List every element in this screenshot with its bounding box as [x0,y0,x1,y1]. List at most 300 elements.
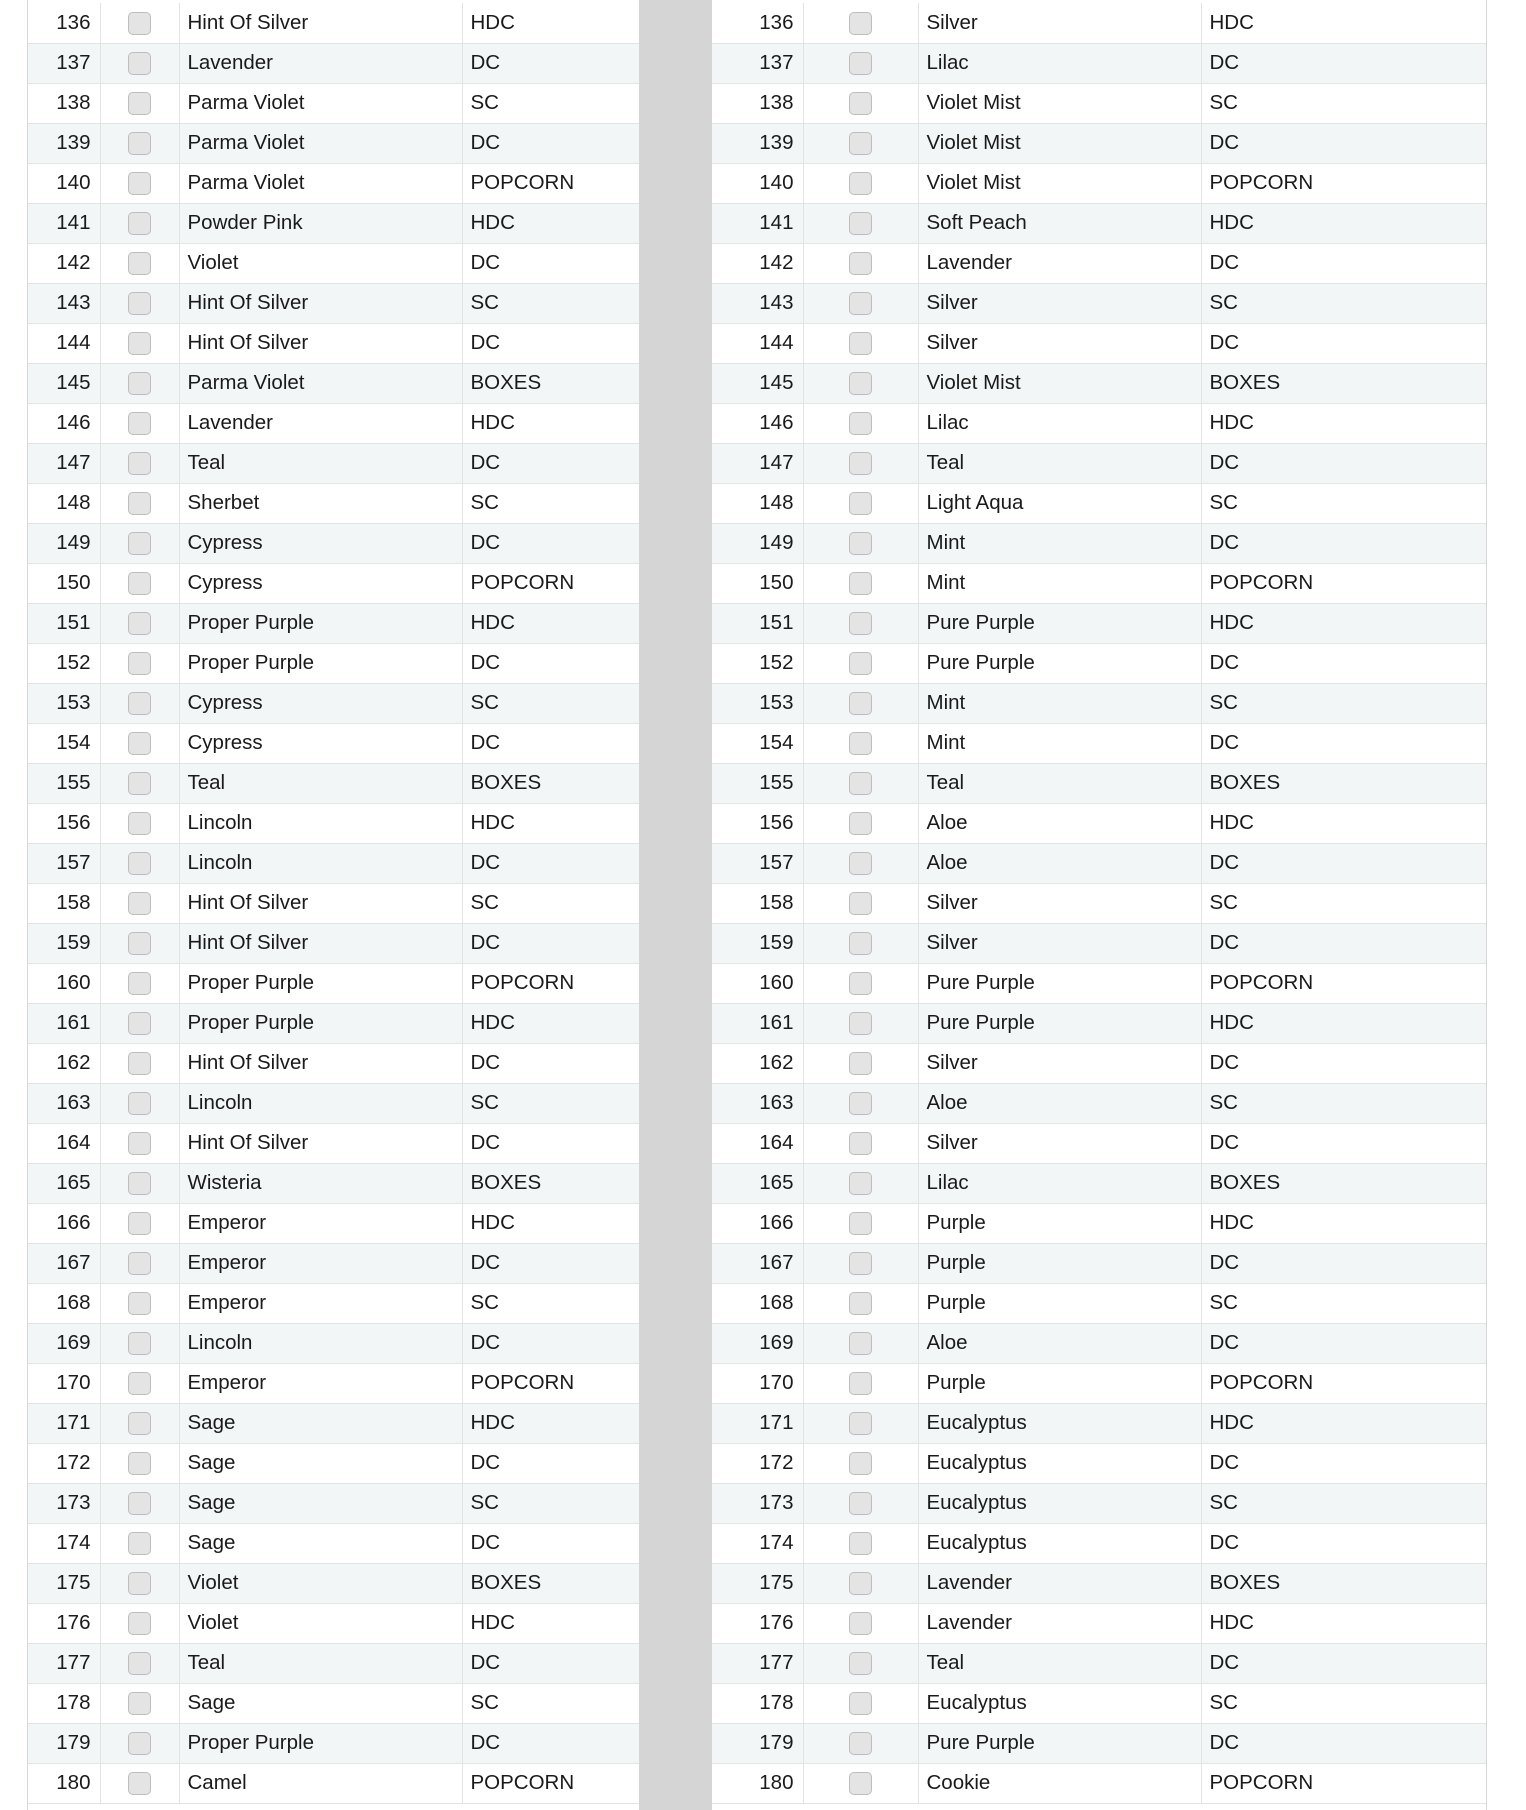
row-checkbox[interactable] [128,892,151,915]
row-checkbox[interactable] [849,492,872,515]
row-checkbox[interactable] [128,1052,151,1075]
row-checkbox[interactable] [849,532,872,555]
stitch-type-cell[interactable]: SC [462,1683,639,1723]
row-checkbox[interactable] [128,1772,151,1795]
row-number: 155 [712,763,803,803]
row-checkbox[interactable] [128,572,151,595]
row-checkbox[interactable] [128,292,151,315]
row-checkbox[interactable] [849,132,872,155]
stitch-type-cell[interactable]: SC [462,83,639,123]
stitch-type-cell[interactable]: POPCORN [1201,963,1486,1003]
color-name-cell[interactable]: Soft Peach [918,203,1201,243]
stitch-type-cell[interactable]: BOXES [1201,363,1486,403]
stitch-type-cell[interactable]: DC [462,443,639,483]
color-name-cell[interactable]: Light Aqua [918,483,1201,523]
color-name-cell[interactable]: Sage [179,1483,462,1523]
color-name-cell[interactable]: Pure Purple [918,1723,1201,1763]
table-row [28,1683,639,1723]
color-name-cell[interactable]: Proper Purple [179,643,462,683]
stitch-type-cell[interactable]: DC [462,523,639,563]
stitch-type-cell[interactable]: DC [1201,1523,1486,1563]
color-name-cell[interactable]: Silver [918,883,1201,923]
color-name-cell[interactable]: Purple [918,1363,1201,1403]
stitch-type-cell[interactable]: SC [462,683,639,723]
color-name-cell[interactable]: Aloe [918,803,1201,843]
color-name-cell[interactable]: Teal [179,1643,462,1683]
stitch-type-cell[interactable]: BOXES [1201,763,1486,803]
stitch-type-cell[interactable]: DC [462,1243,639,1283]
stitch-type-cell[interactable]: DC [1201,323,1486,363]
color-name-cell[interactable]: Pure Purple [918,963,1201,1003]
stitch-type-cell[interactable]: POPCORN [1201,1363,1486,1403]
stitch-type-cell[interactable]: SC [1201,883,1486,923]
stitch-type-cell[interactable]: HDC [1201,1603,1486,1643]
checkbox-cell [803,1723,918,1763]
stitch-type-cell[interactable]: HDC [462,1003,639,1043]
stitch-type-cell[interactable]: SC [1201,1283,1486,1323]
row-checkbox[interactable] [128,252,151,275]
table-row [28,1363,639,1403]
row-checkbox[interactable] [849,412,872,435]
stitch-type-cell[interactable]: HDC [462,1203,639,1243]
row-checkbox[interactable] [128,1652,151,1675]
row-number: 156 [28,803,100,843]
row-number: 160 [28,963,100,1003]
row-checkbox[interactable] [128,1612,151,1635]
row-checkbox[interactable] [128,372,151,395]
color-name-cell[interactable]: Lavender [179,43,462,83]
table-row [712,1643,1486,1683]
stitch-type-cell[interactable]: DC [1201,643,1486,683]
stitch-type-cell[interactable]: POPCORN [1201,1763,1486,1803]
row-checkbox[interactable] [128,332,151,355]
stitch-type-cell[interactable]: SC [462,283,639,323]
color-name-cell[interactable]: Hint Of Silver [179,283,462,323]
row-checkbox[interactable] [128,132,151,155]
color-name-cell[interactable]: Silver [918,323,1201,363]
row-checkbox[interactable] [849,12,872,35]
stitch-type-cell[interactable]: HDC [1201,403,1486,443]
color-name-cell[interactable]: Powder Pink [179,203,462,243]
stitch-type-cell[interactable]: POPCORN [462,163,639,203]
stitch-type-cell[interactable]: DC [462,243,639,283]
row-number: 137 [712,43,803,83]
stitch-type-cell[interactable]: DC [462,843,639,883]
color-name-cell[interactable]: Wisteria [179,1163,462,1203]
color-name-cell[interactable]: Hint Of Silver [179,323,462,363]
row-number: 176 [712,1603,803,1643]
row-checkbox[interactable] [128,732,151,755]
row-checkbox[interactable] [128,1292,151,1315]
color-name-cell[interactable]: Silver [918,3,1201,43]
row-checkbox[interactable] [128,532,151,555]
row-checkbox[interactable] [849,1012,872,1035]
row-checkbox[interactable] [849,972,872,995]
stitch-type-cell[interactable]: SC [1201,1083,1486,1123]
stitch-type-cell[interactable]: DC [462,1043,639,1083]
stitch-type-cell[interactable]: HDC [462,403,639,443]
row-checkbox[interactable] [849,332,872,355]
color-name-cell[interactable]: Cypress [179,563,462,603]
color-name-cell[interactable]: Parma Violet [179,83,462,123]
checkbox-cell [100,1683,179,1723]
row-checkbox[interactable] [849,1492,872,1515]
color-name-cell[interactable]: Silver [918,283,1201,323]
stitch-type-cell[interactable]: HDC [1201,1403,1486,1443]
row-checkbox[interactable] [849,892,872,915]
color-name-cell[interactable]: Lilac [918,403,1201,443]
color-name-cell[interactable]: Sage [179,1443,462,1483]
color-name-cell[interactable]: Mint [918,683,1201,723]
row-checkbox[interactable] [128,1412,151,1435]
row-checkbox[interactable] [849,932,872,955]
row-checkbox[interactable] [849,732,872,755]
stitch-type-cell[interactable]: DC [1201,1443,1486,1483]
color-name-cell[interactable]: Lincoln [179,1083,462,1123]
row-checkbox[interactable] [849,1132,872,1155]
stitch-type-cell[interactable]: POPCORN [462,563,639,603]
color-name-cell[interactable]: Lincoln [179,803,462,843]
checkbox-cell [100,283,179,323]
color-name-cell[interactable]: Eucalyptus [918,1443,1201,1483]
color-name-cell[interactable]: Emperor [179,1363,462,1403]
color-name-cell[interactable]: Proper Purple [179,603,462,643]
color-name-cell[interactable]: Purple [918,1243,1201,1283]
stitch-type-cell[interactable]: POPCORN [1201,563,1486,603]
stitch-type-cell[interactable]: HDC [1201,203,1486,243]
row-checkbox[interactable] [849,612,872,635]
stitch-type-cell[interactable]: SC [1201,283,1486,323]
table-row [28,1723,639,1763]
row-checkbox[interactable] [128,812,151,835]
stitch-type-cell[interactable]: HDC [1201,803,1486,843]
row-checkbox[interactable] [849,1252,872,1275]
row-checkbox[interactable] [849,1212,872,1235]
row-checkbox[interactable] [128,772,151,795]
stitch-type-cell[interactable]: HDC [462,603,639,643]
color-name-cell[interactable]: Violet [179,1603,462,1643]
color-name-cell[interactable]: Aloe [918,843,1201,883]
color-name-cell[interactable]: Purple [918,1203,1201,1243]
checkbox-cell [100,443,179,483]
stitch-type-cell[interactable]: POPCORN [462,1763,639,1803]
color-name-cell[interactable]: Parma Violet [179,363,462,403]
color-name-cell[interactable]: Cookie [918,1763,1201,1803]
row-checkbox[interactable] [849,292,872,315]
table-row [712,1043,1486,1083]
color-name-cell[interactable]: Pure Purple [918,603,1201,643]
color-name-cell[interactable]: Hint Of Silver [179,1123,462,1163]
row-checkbox[interactable] [849,252,872,275]
color-name-cell[interactable]: Emperor [179,1283,462,1323]
color-name-cell[interactable]: Cypress [179,723,462,763]
row-checkbox[interactable] [849,372,872,395]
color-name-cell[interactable]: Teal [918,443,1201,483]
color-name-cell[interactable]: Sage [179,1403,462,1443]
row-checkbox[interactable] [128,1452,151,1475]
stitch-type-cell[interactable]: SC [462,1083,639,1123]
stitch-type-cell[interactable]: HDC [462,3,639,43]
color-name-cell[interactable]: Teal [179,763,462,803]
row-checkbox[interactable] [849,212,872,235]
row-checkbox[interactable] [128,212,151,235]
color-name-cell[interactable]: Eucalyptus [918,1523,1201,1563]
row-checkbox[interactable] [128,92,151,115]
color-name-cell[interactable]: Hint Of Silver [179,1043,462,1083]
row-checkbox[interactable] [849,452,872,475]
color-name-cell[interactable]: Aloe [918,1083,1201,1123]
row-checkbox[interactable] [849,1452,872,1475]
color-name-cell[interactable]: Violet Mist [918,123,1201,163]
stitch-type-cell[interactable]: DC [462,923,639,963]
color-name-cell[interactable]: Cypress [179,523,462,563]
stitch-type-cell[interactable]: DC [1201,1723,1486,1763]
color-name-cell[interactable]: Teal [918,1643,1201,1683]
row-checkbox[interactable] [128,652,151,675]
stitch-type-cell[interactable]: DC [1201,123,1486,163]
table-row [28,123,639,163]
color-name-cell[interactable]: Silver [918,923,1201,963]
stitch-type-cell[interactable]: BOXES [462,763,639,803]
color-name-cell[interactable]: Sage [179,1683,462,1723]
row-checkbox[interactable] [849,1412,872,1435]
row-number: 139 [712,123,803,163]
color-name-cell[interactable]: Mint [918,723,1201,763]
row-checkbox[interactable] [849,692,872,715]
row-checkbox[interactable] [849,652,872,675]
row-checkbox[interactable] [849,1052,872,1075]
row-checkbox[interactable] [128,1732,151,1755]
stitch-type-cell[interactable]: DC [1201,923,1486,963]
row-checkbox[interactable] [849,812,872,835]
stitch-type-cell[interactable]: DC [1201,243,1486,283]
color-name-cell[interactable]: Violet Mist [918,163,1201,203]
row-checkbox[interactable] [849,1332,872,1355]
stitch-type-cell[interactable]: SC [462,1483,639,1523]
row-checkbox[interactable] [128,612,151,635]
row-checkbox[interactable] [849,1372,872,1395]
row-checkbox[interactable] [849,1732,872,1755]
row-checkbox[interactable] [128,412,151,435]
row-checkbox[interactable] [849,1572,872,1595]
row-number: 148 [712,483,803,523]
row-checkbox[interactable] [849,1532,872,1555]
color-name-cell[interactable]: Lavender [179,403,462,443]
stitch-type-cell[interactable]: DC [462,723,639,763]
color-name-cell[interactable]: Proper Purple [179,963,462,1003]
stitch-type-cell[interactable]: DC [462,323,639,363]
row-checkbox[interactable] [128,1532,151,1555]
color-name-cell[interactable]: Mint [918,563,1201,603]
table-row [28,243,639,283]
color-name-cell[interactable]: Eucalyptus [918,1683,1201,1723]
row-checkbox[interactable] [849,1652,872,1675]
color-name-cell[interactable]: Proper Purple [179,1003,462,1043]
row-checkbox[interactable] [128,1572,151,1595]
stitch-type-cell[interactable]: DC [462,1123,639,1163]
stitch-type-cell[interactable]: DC [462,1643,639,1683]
stitch-type-cell[interactable]: BOXES [462,1163,639,1203]
stitch-type-cell[interactable]: BOXES [462,1563,639,1603]
stitch-type-cell[interactable]: SC [1201,683,1486,723]
color-name-cell[interactable]: Lilac [918,43,1201,83]
row-checkbox[interactable] [849,172,872,195]
stitch-type-cell[interactable]: BOXES [462,363,639,403]
checkbox-cell [100,1283,179,1323]
stitch-type-cell[interactable]: POPCORN [1201,163,1486,203]
stitch-type-cell[interactable]: HDC [462,1603,639,1643]
color-name-cell[interactable]: Violet [179,243,462,283]
stitch-type-cell[interactable]: DC [1201,1123,1486,1163]
color-name-cell[interactable]: Hint Of Silver [179,923,462,963]
stitch-type-cell[interactable]: POPCORN [462,1363,639,1403]
row-checkbox[interactable] [849,572,872,595]
row-checkbox[interactable] [128,452,151,475]
row-checkbox[interactable] [128,1012,151,1035]
row-checkbox[interactable] [849,1692,872,1715]
color-name-cell[interactable]: Pure Purple [918,1003,1201,1043]
row-checkbox[interactable] [128,932,151,955]
row-checkbox[interactable] [128,972,151,995]
color-name-cell[interactable]: Teal [179,443,462,483]
color-name-cell[interactable]: Lilac [918,1163,1201,1203]
color-name-cell[interactable]: Sage [179,1523,462,1563]
stitch-type-cell[interactable]: SC [462,483,639,523]
stitch-type-cell[interactable]: DC [1201,723,1486,763]
table-row [28,1003,639,1043]
row-checkbox[interactable] [849,1092,872,1115]
row-checkbox[interactable] [128,1252,151,1275]
color-name-cell[interactable]: Aloe [918,1323,1201,1363]
row-checkbox[interactable] [128,12,151,35]
color-name-cell[interactable]: Proper Purple [179,1723,462,1763]
stitch-type-cell[interactable]: DC [1201,843,1486,883]
row-checkbox[interactable] [849,1172,872,1195]
row-checkbox[interactable] [128,1492,151,1515]
color-name-cell[interactable]: Purple [918,1283,1201,1323]
row-checkbox[interactable] [128,1172,151,1195]
row-checkbox[interactable] [849,772,872,795]
stitch-type-cell[interactable]: HDC [1201,1003,1486,1043]
checkbox-cell [803,123,918,163]
stitch-type-cell[interactable]: HDC [462,803,639,843]
row-checkbox[interactable] [849,52,872,75]
stitch-type-cell[interactable]: DC [462,643,639,683]
color-name-cell[interactable]: Emperor [179,1203,462,1243]
row-checkbox[interactable] [128,492,151,515]
row-number: 152 [28,643,100,683]
color-name-cell[interactable]: Lavender [918,243,1201,283]
row-checkbox[interactable] [849,852,872,875]
row-checkbox[interactable] [128,172,151,195]
color-name-cell[interactable]: Hint Of Silver [179,883,462,923]
color-name-cell[interactable]: Lincoln [179,843,462,883]
color-name-cell[interactable]: Silver [918,1043,1201,1083]
row-checkbox[interactable] [128,1132,151,1155]
row-checkbox[interactable] [128,1332,151,1355]
color-name-cell[interactable]: Eucalyptus [918,1483,1201,1523]
stitch-type-cell[interactable]: DC [462,123,639,163]
stitch-type-cell[interactable]: SC [1201,1483,1486,1523]
color-name-cell[interactable]: Emperor [179,1243,462,1283]
color-name-cell[interactable]: Parma Violet [179,163,462,203]
stitch-type-cell[interactable]: SC [1201,483,1486,523]
stitch-type-cell[interactable]: HDC [1201,603,1486,643]
color-name-cell[interactable]: Hint Of Silver [179,3,462,43]
stitch-type-cell[interactable]: DC [1201,523,1486,563]
color-name-cell[interactable]: Lincoln [179,1323,462,1363]
stitch-type-cell[interactable]: DC [1201,43,1486,83]
color-name-cell[interactable]: Violet [179,1563,462,1603]
row-checkbox[interactable] [128,1092,151,1115]
stitch-type-cell[interactable]: HDC [462,1403,639,1443]
stitch-type-cell[interactable]: DC [1201,1043,1486,1083]
row-checkbox[interactable] [128,52,151,75]
stitch-type-cell[interactable]: HDC [1201,3,1486,43]
stitch-type-cell[interactable]: POPCORN [462,963,639,1003]
row-checkbox[interactable] [128,852,151,875]
color-name-cell[interactable]: Sherbet [179,483,462,523]
table-row [712,1363,1486,1403]
stitch-type-cell[interactable]: DC [1201,1243,1486,1283]
color-name-cell[interactable]: Teal [918,763,1201,803]
color-name-cell[interactable]: Silver [918,1123,1201,1163]
stitch-type-cell[interactable]: DC [462,43,639,83]
stitch-type-cell[interactable]: DC [462,1443,639,1483]
color-name-cell[interactable]: Cypress [179,683,462,723]
stitch-type-cell[interactable]: DC [1201,1323,1486,1363]
checkbox-cell [100,563,179,603]
stitch-type-cell[interactable]: DC [462,1523,639,1563]
stitch-type-cell[interactable]: HDC [462,203,639,243]
stitch-type-cell[interactable]: SC [1201,83,1486,123]
color-name-cell[interactable]: Eucalyptus [918,1403,1201,1443]
row-checkbox[interactable] [128,1692,151,1715]
stitch-type-cell[interactable]: DC [1201,1643,1486,1683]
stitch-type-cell[interactable]: DC [1201,443,1486,483]
row-number: 174 [712,1523,803,1563]
row-checkbox[interactable] [849,1292,872,1315]
color-name-cell[interactable]: Parma Violet [179,123,462,163]
table-row [712,563,1486,603]
stitch-type-cell[interactable]: HDC [1201,1203,1486,1243]
stitch-type-cell[interactable]: SC [462,883,639,923]
row-number: 163 [712,1083,803,1123]
stitch-type-cell[interactable]: BOXES [1201,1163,1486,1203]
table-row [712,1723,1486,1763]
row-checkbox[interactable] [128,692,151,715]
row-checkbox[interactable] [849,1772,872,1795]
color-name-cell[interactable]: Pure Purple [918,643,1201,683]
stitch-type-cell[interactable]: DC [462,1723,639,1763]
table-row [712,683,1486,723]
row-checkbox[interactable] [849,1612,872,1635]
stitch-type-cell[interactable]: SC [462,1283,639,1323]
stitch-type-cell[interactable]: DC [462,1323,639,1363]
stitch-type-cell[interactable]: BOXES [1201,1563,1486,1603]
row-checkbox[interactable] [849,92,872,115]
table-row [712,1523,1486,1563]
row-checkbox[interactable] [128,1372,151,1395]
color-name-cell[interactable]: Camel [179,1763,462,1803]
color-name-cell[interactable]: Lavender [918,1603,1201,1643]
row-checkbox[interactable] [128,1212,151,1235]
color-name-cell[interactable]: Violet Mist [918,83,1201,123]
stitch-type-cell[interactable]: SC [1201,1683,1486,1723]
color-name-cell[interactable]: Mint [918,523,1201,563]
color-name-cell[interactable]: Lavender [918,1563,1201,1603]
color-name-cell[interactable]: Violet Mist [918,363,1201,403]
